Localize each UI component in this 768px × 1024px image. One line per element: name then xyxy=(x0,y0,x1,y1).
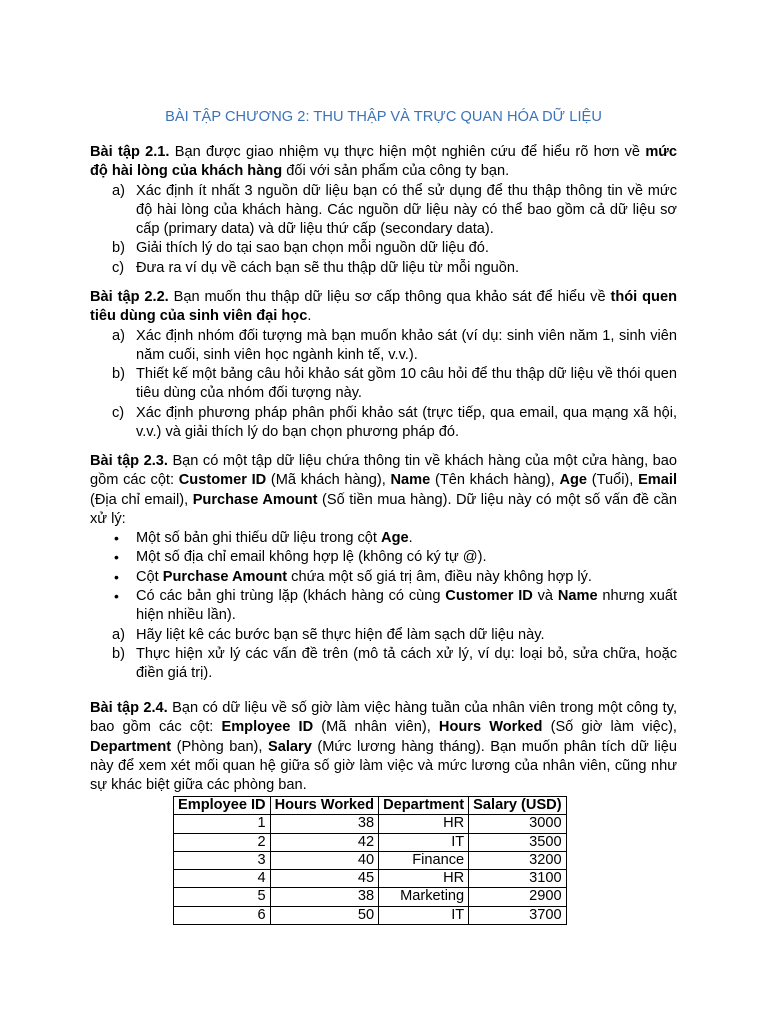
table-cell: 45 xyxy=(270,870,378,888)
table-cell: 4 xyxy=(174,870,271,888)
table-cell: Finance xyxy=(379,851,469,869)
list-item: b) Thiết kế một bảng câu hỏi khảo sát gồm 10 câu hỏi để thu thập dữ liệu về thói quen tiêu dùng của nhóm đối tượng này. xyxy=(112,366,677,402)
exercise-2-4 xyxy=(90,699,677,795)
table-header-row xyxy=(174,797,567,815)
exercise-2-2 xyxy=(90,288,677,442)
list-item: b) Thực hiện xử lý các vấn đề trên (mô tả cách xử lý, ví dụ: loại bỏ, sửa chữa, hoặc điền giá trị). xyxy=(112,645,677,682)
table-cell: Marketing xyxy=(379,888,469,906)
exercise-2-3 xyxy=(90,452,677,684)
table-row xyxy=(174,851,567,869)
list-item: b) Giải thích lý do tại sao bạn chọn mỗi nguồn dữ liệu đó. xyxy=(112,240,489,257)
list-item: a) Hãy liệt kê các bước bạn sẽ thực hiện để làm sạch dữ liệu này. xyxy=(112,626,545,643)
table-row xyxy=(174,870,567,888)
exercise-label: Bài tập 2.2. xyxy=(90,289,169,305)
list-item: • Một số địa chỉ email không hợp lệ (không có ký tự @). xyxy=(90,548,677,567)
table-cell: 38 xyxy=(270,815,378,833)
table-cell: 3700 xyxy=(469,906,566,924)
exercise-label: Bài tập 2.1. xyxy=(90,144,170,160)
column-header: Salary (USD) xyxy=(469,797,566,815)
list-item: c) Xác định phương pháp phân phối khảo sát (trực tiếp, qua email, qua mạng xã hội, v.v.) và giải thích lý do bạn chọn phương pháp đó. xyxy=(112,404,677,441)
exercise-items xyxy=(90,182,677,278)
bullet-icon: • xyxy=(114,549,119,566)
table-cell: 38 xyxy=(270,888,378,906)
employee-table xyxy=(173,796,567,925)
list-item: c) Đưa ra ví dụ về cách bạn sẽ thu thập dữ liệu từ mỗi nguồn. xyxy=(112,259,520,276)
table-cell: 2900 xyxy=(469,888,566,906)
list-item: a) Xác định nhóm đối tượng mà bạn muốn khảo sát (ví dụ: sinh viên năm 1, sinh viên năm cuối, sinh viên học ngành kinh tế, v.v.). xyxy=(112,327,677,363)
table-row xyxy=(174,888,567,906)
table-row xyxy=(174,815,567,833)
list-item: • Có các bản ghi trùng lặp (khách hàng có cùng Customer ID và Name nhưng xuất hiện nhiều lần). xyxy=(114,588,678,624)
table-cell: 3500 xyxy=(469,833,566,851)
table-cell: HR xyxy=(379,815,469,833)
list-item: a) Xác định ít nhất 3 nguồn dữ liệu bạn có thể sử dụng để thu thập thông tin về mức độ hài lòng của khách hàng. Các nguồn dữ liệu này có thể bao gồm cả dữ liệu sơ cấp (primary data) và dữ liệu thứ cấp (secondary data). xyxy=(112,182,677,238)
exercise-items xyxy=(90,626,677,684)
table-cell: 40 xyxy=(270,851,378,869)
exercise-label: Bài tập 2.3. xyxy=(90,453,168,469)
table-cell: 3100 xyxy=(469,870,566,888)
table-cell: 1 xyxy=(174,815,271,833)
exercise-items xyxy=(90,327,677,443)
exercise-intro: Bài tập 2.3. Bạn có một tập dữ liệu chứa thông tin về khách hàng của một cửa hàng, bao gồm các cột: Customer ID (Mã khách hàng), Name (Tên khách hàng), Age (Tuổi), Email (Địa chỉ email), Purchase Amount (Số tiền mua hàng). Dữ liệu này có một số vấn đề cần xử lý: xyxy=(90,453,677,527)
bullet-icon: • xyxy=(114,588,119,605)
exercise-label: Bài tập 2.4. xyxy=(90,700,168,716)
column-header: Department xyxy=(379,797,469,815)
table-cell: 2 xyxy=(174,833,271,851)
table-cell: HR xyxy=(379,870,469,888)
table-cell: IT xyxy=(379,833,469,851)
bullet-icon: • xyxy=(114,530,119,547)
bullet-icon: • xyxy=(114,568,119,585)
column-header: Hours Worked xyxy=(270,797,378,815)
exercise-2-1 xyxy=(90,143,677,278)
table-cell: 5 xyxy=(174,888,271,906)
table-cell: 3000 xyxy=(469,815,566,833)
column-header: Employee ID xyxy=(174,797,271,815)
exercise-intro: Bài tập 2.2. Bạn muốn thu thập dữ liệu sơ cấp thông qua khảo sát để hiểu về thói quen tiêu dùng của sinh viên đại học. xyxy=(90,289,677,325)
table-cell: 6 xyxy=(174,906,271,924)
exercise-intro: Bài tập 2.4. Bạn có dữ liệu về số giờ làm việc hàng tuần của nhân viên trong một công ty, bao gồm các cột: Employee ID (Mã nhân viên), Hours Worked (Số giờ làm việc), Department (Phòng ban), Salary (Mức lương hàng tháng). Bạn muốn phân tích dữ liệu này để xem xét mối quan hệ giữa số giờ làm việc và mức lương của nhân viên, cũng như sự khác biệt giữa các phòng ban. xyxy=(90,700,677,794)
exercise-intro: Bài tập 2.1. Bạn được giao nhiệm vụ thực hiện một nghiên cứu để hiểu rõ hơn về mức độ hài lòng của khách hàng đối với sản phẩm của công ty bạn. xyxy=(90,144,677,180)
list-item: • Cột Purchase Amount chứa một số giá trị âm, điều này không hợp lý. xyxy=(90,568,677,587)
list-item: • Một số bản ghi thiếu dữ liệu trong cột Age. xyxy=(90,529,677,548)
table-cell: 3 xyxy=(174,851,271,869)
table-row xyxy=(174,906,567,924)
table-cell: 42 xyxy=(270,833,378,851)
document-title: BÀI TẬP CHƯƠNG 2: THU THẬP VÀ TRỰC QUAN HÓA DỮ LIỆU xyxy=(165,109,602,125)
issue-bullets xyxy=(90,529,677,625)
table-cell: 50 xyxy=(270,906,378,924)
table-cell: IT xyxy=(379,906,469,924)
table-row xyxy=(174,833,567,851)
table-cell: 3200 xyxy=(469,851,566,869)
